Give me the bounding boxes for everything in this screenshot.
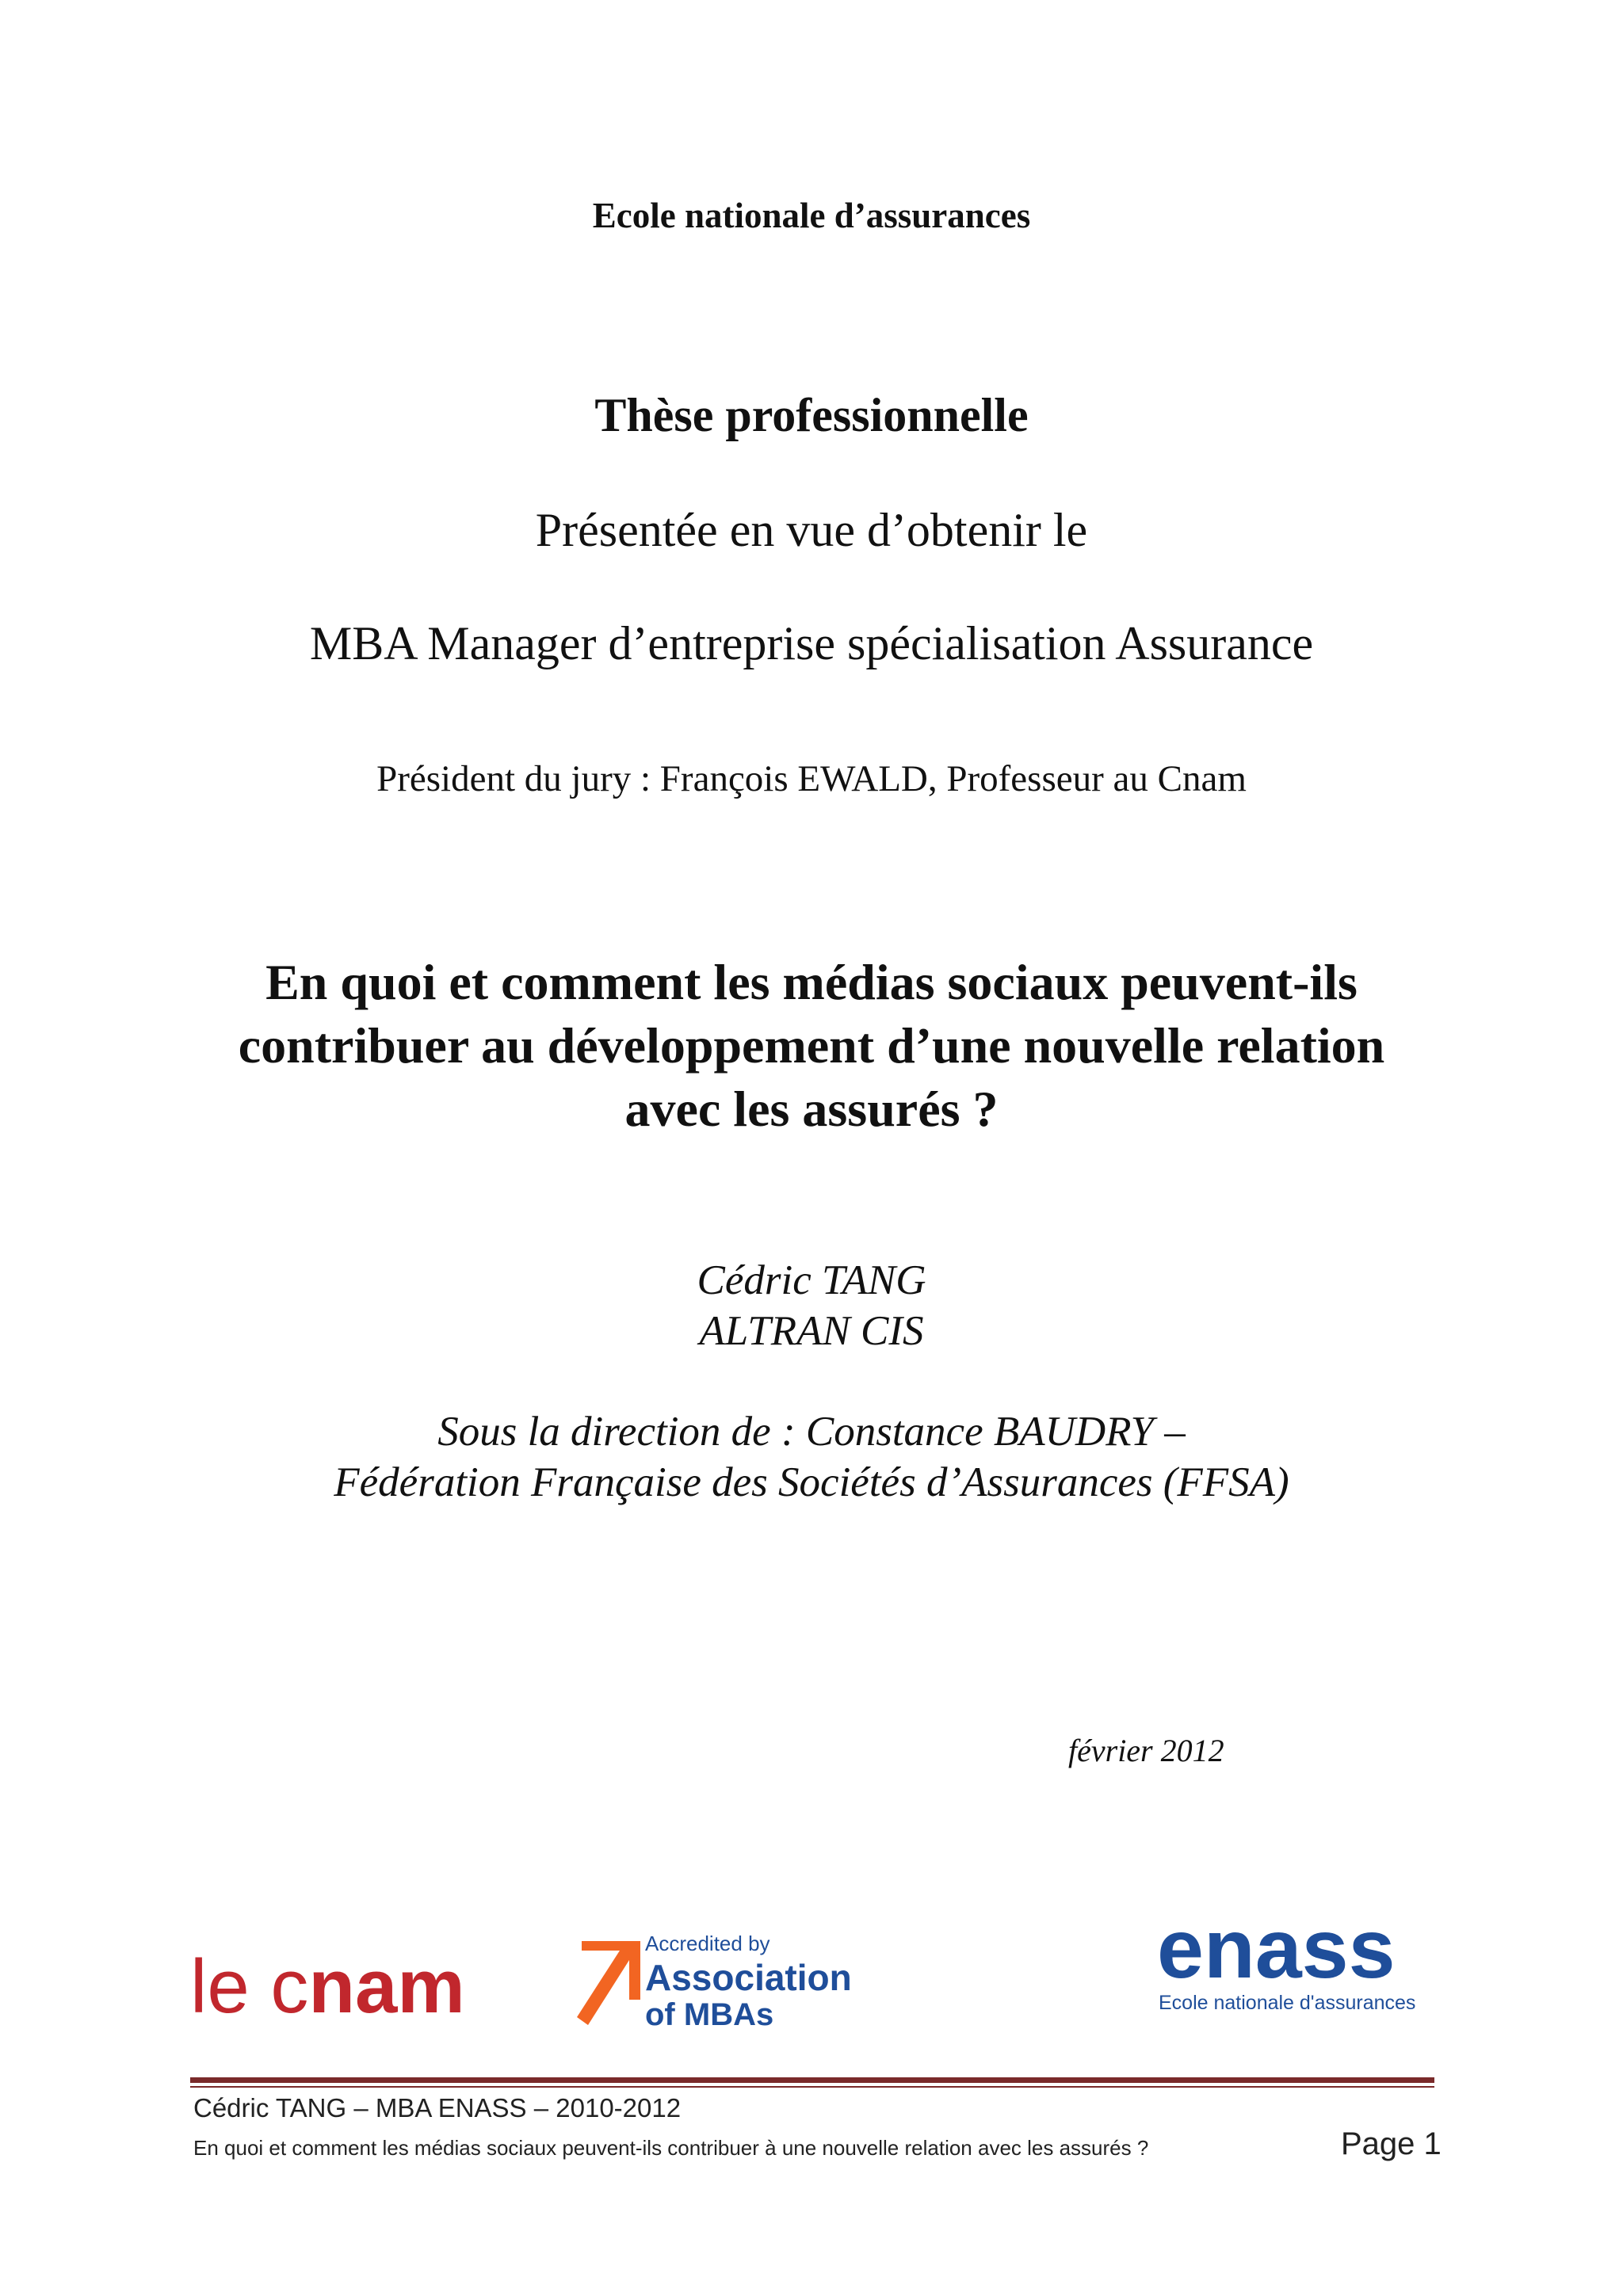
svg-text:enass: enass xyxy=(1157,1902,1396,1996)
cnam-logo xyxy=(190,1939,523,2035)
thesis-title xyxy=(0,951,1623,1141)
school-heading: Ecole nationale d’assurances xyxy=(592,196,1031,235)
amba-accreditation-logo xyxy=(577,1924,852,2035)
svg-text:Accredited by: Accredited by xyxy=(645,1932,770,1955)
enass-logo xyxy=(1157,1901,1426,2020)
svg-text:le cnam: le cnam xyxy=(190,1944,465,2029)
supervisor-line: Sous la direction de : Constance BAUDRY – xyxy=(437,1409,1186,1455)
amba-arrow-icon xyxy=(577,1941,640,2025)
footer-rule xyxy=(190,2077,1434,2083)
publication-date: février 2012 xyxy=(1068,1733,1224,1768)
svg-text:Ecole nationale d'assurances: Ecole nationale d'assurances xyxy=(1159,1992,1416,2014)
footer-rule-thin xyxy=(190,2086,1434,2088)
supervisor-organization: Fédération Française des Sociétés d’Assurances (FFSA) xyxy=(334,1459,1289,1505)
svg-text:Association: Association xyxy=(645,1957,852,1998)
author-name: Cédric TANG xyxy=(697,1257,926,1303)
footer-author-line: Cédric TANG – MBA ENASS – 2010-2012 xyxy=(193,2093,682,2122)
author-company: ALTRAN CIS xyxy=(699,1308,924,1354)
page-number: Page 1 xyxy=(1341,2126,1442,2161)
degree-line: MBA Manager d’entreprise spécialisation Assurance xyxy=(309,617,1314,669)
jury-president: Président du jury : François EWALD, Professeur au Cnam xyxy=(376,758,1247,799)
document-type: Thèse professionnelle xyxy=(594,389,1029,441)
presented-line: Présentée en vue d’obtenir le xyxy=(535,504,1088,556)
footer-title-line: En quoi et comment les médias sociaux peuvent-ils contribuer à une nouvelle relation avec les assurés ? xyxy=(193,2136,1149,2160)
thesis-title-line: contribuer au développement d’une nouvelle relation xyxy=(238,1017,1385,1074)
svg-text:of MBAs: of MBAs xyxy=(645,1997,774,2032)
thesis-title-line: En quoi et comment les médias sociaux peuvent-ils xyxy=(265,954,1358,1010)
thesis-title-line: avec les assurés ? xyxy=(624,1081,999,1137)
